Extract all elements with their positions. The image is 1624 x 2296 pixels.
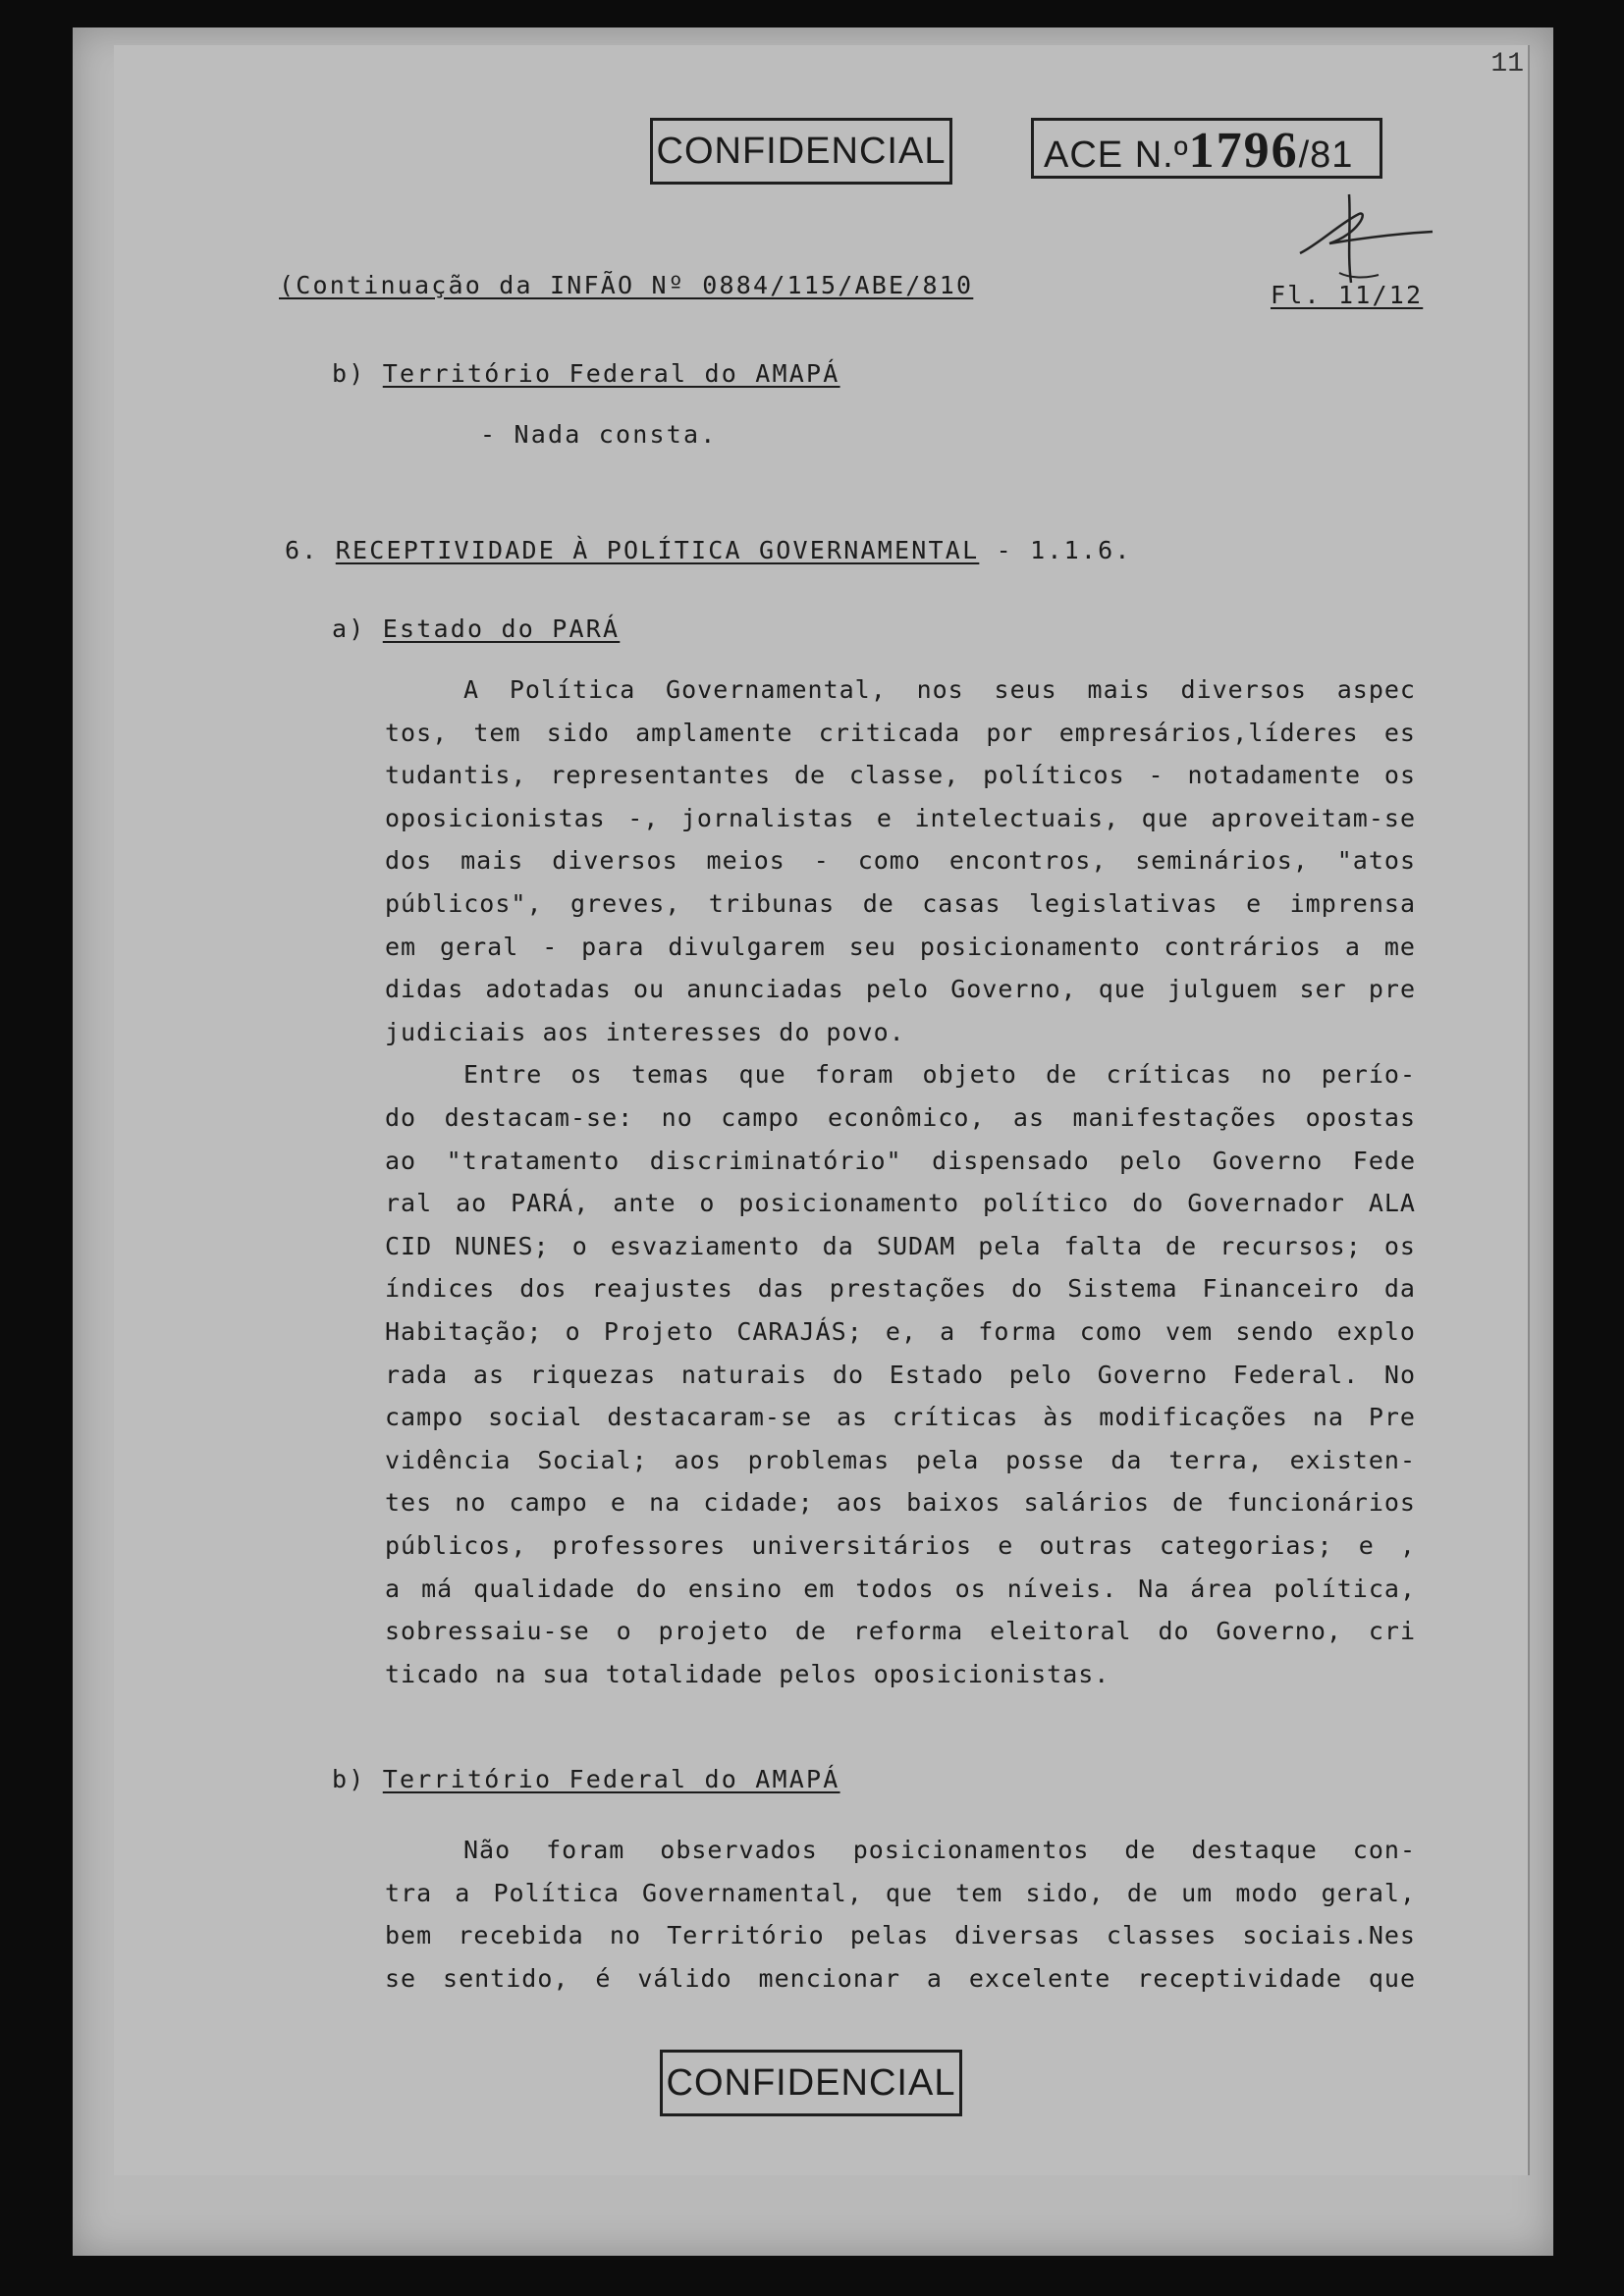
- header-folio: Fl. 11/12: [1271, 281, 1424, 309]
- ace-prefix: ACE N.º: [1044, 134, 1189, 176]
- text-line: Habitação; o Projeto CARAJÁS; e, a forma como vem sendo explo: [385, 1317, 1416, 1346]
- text-line: tes no campo e na cidade; aos baixos salários de funcionários: [385, 1488, 1416, 1518]
- text-line: ral ao PARÁ, ante o posicionamento político do Governador ALA: [385, 1189, 1416, 1218]
- text-line: judiciais aos interesses do povo.: [385, 1017, 905, 1046]
- text-line: CID NUNES; o esvaziamento da SUDAM pela falta de recursos; os: [385, 1231, 1416, 1260]
- text-line: tra a Política Governamental, que tem sido, de um modo geral,: [385, 1878, 1416, 1907]
- text-line: ao "tratamento discriminatório" dispensado pelo Governo Fede: [385, 1146, 1416, 1175]
- text-line: rada as riquezas naturais do Estado pelo Governo Federal. No: [385, 1360, 1416, 1389]
- text-line: públicos", greves, tribunas de casas legislativas e imprensa: [385, 889, 1416, 918]
- ace-number: 1796: [1188, 123, 1299, 179]
- text-line: campo social destacaram-se as críticas às modificações na Pre: [385, 1403, 1416, 1432]
- text-line: a má qualidade do ensino em todos os níveis. Na área política,: [385, 1574, 1416, 1603]
- text-line: dos mais diversos meios - como encontros, seminários, "atos: [385, 846, 1416, 876]
- text-line: A Política Governamental, nos seus mais diversos aspec: [463, 675, 1416, 704]
- text-line: oposicionistas -, jornalistas e intelectuais, que aproveitam-se: [385, 803, 1416, 832]
- section-6-heading: 6. RECEPTIVIDADE À POLÍTICA GOVERNAMENTAL - 1.1.6.: [285, 536, 1132, 564]
- section-b2-heading: b) Território Federal do AMAPÁ: [332, 1765, 840, 1793]
- confidential-stamp-bottom: CONFIDENCIAL: [660, 2050, 962, 2116]
- text-line: bem recebida no Território pelas diversas classes sociais.Nes: [385, 1921, 1416, 1950]
- text-line: tos, tem sido amplamente criticada por empresários,líderes es: [385, 718, 1416, 747]
- ace-number-stamp: [1031, 118, 1382, 179]
- section-b1-heading: b) Território Federal do AMAPÁ: [332, 359, 840, 388]
- text-line: ticado na sua totalidade pelos oposicionistas.: [385, 1659, 1110, 1688]
- ace-suffix: /81: [1298, 134, 1354, 176]
- text-line: Não foram observados posicionamentos de destaque con-: [463, 1836, 1416, 1864]
- signature-mark-icon: [1290, 185, 1437, 293]
- text-line: em geral - para divulgarem seu posicionamento contrários a me: [385, 932, 1416, 961]
- confidential-stamp-top: CONFIDENCIAL: [650, 118, 952, 185]
- corner-page-number: 11: [1490, 49, 1524, 80]
- text-line: índices dos reajustes das prestações do Sistema Financeiro da: [385, 1274, 1416, 1304]
- document-page: [73, 27, 1553, 2256]
- text-line: do destacam-se: no campo econômico, as manifestações opostas: [385, 1103, 1416, 1132]
- text-line: didas adotadas ou anunciadas pelo Governo, que julguem ser pre: [385, 975, 1416, 1004]
- section-a-heading: a) Estado do PARÁ: [332, 614, 621, 643]
- text-line: sobressaiu-se o projeto de reforma eleitoral do Governo, cri: [385, 1617, 1416, 1646]
- text-line: tudantis, representantes de classe, políticos - notadamente os: [385, 761, 1416, 790]
- section-b1-text: - Nada consta.: [480, 420, 718, 449]
- text-line: se sentido, é válido mencionar a excelente receptividade que: [385, 1963, 1416, 1993]
- text-line: públicos, professores universitários e outras categorias; e ,: [385, 1531, 1416, 1560]
- header-continuation: (Continuação da INFÃO Nº 0884/115/ABE/810: [279, 271, 974, 299]
- text-line: vidência Social; aos problemas pela posse da terra, existen-: [385, 1445, 1416, 1474]
- text-line: Entre os temas que foram objeto de críticas no perío-: [463, 1060, 1416, 1090]
